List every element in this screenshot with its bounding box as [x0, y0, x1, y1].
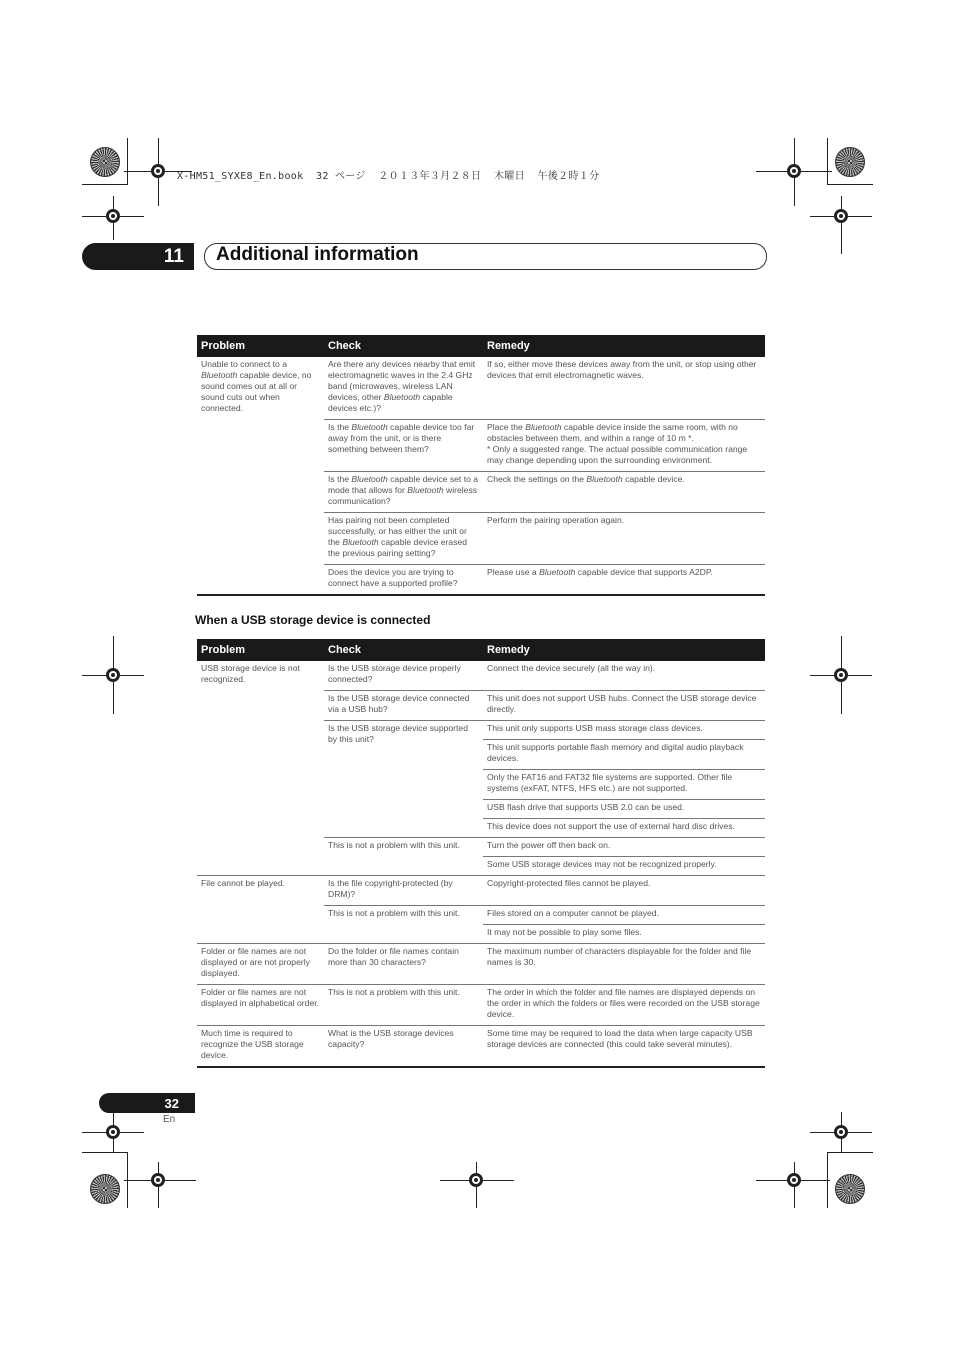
check-cell: Is the USB storage device properly connected?	[324, 661, 483, 691]
remedy-note: * Only a suggested range. The actual possible communication range may change depending upon the surrounding environment.	[487, 444, 748, 465]
chapter-number: 11	[82, 243, 194, 270]
chapter-title: Additional information	[216, 244, 419, 265]
remedy-cell: Some USB storage devices may not be recognized properly.	[483, 857, 765, 876]
page-language: En	[163, 1114, 176, 1125]
check-cell: Does the device you are trying to connect have a supported profile?	[324, 565, 483, 596]
registration-mark-icon	[787, 1173, 801, 1187]
problem-cell: USB storage device is not recognized.	[197, 661, 324, 876]
registration-mark-icon	[834, 209, 848, 223]
check-cell: Do the folder or file names contain more than 30 characters?	[324, 944, 483, 985]
problem-cell: Unable to connect to a Bluetooth capable device, no sound comes out at all or sound cuts out when connected.	[197, 357, 324, 595]
remedy-cell: Files stored on a computer cannot be played.	[483, 906, 765, 925]
remedy-cell: This unit only supports USB mass storage class devices.	[483, 721, 765, 740]
header-remedy: Remedy	[483, 335, 765, 357]
print-book-line: X-HM51_SYXE8_En.book 32 ページ ２０１３年３月２８日 木曜日 午後２時１分	[177, 171, 600, 182]
remedy-cell: The order in which the folder and file names are displayed depends on the order in which the folders or files were recorded on the USB storage device.	[483, 985, 765, 1026]
header-remedy: Remedy	[483, 639, 765, 661]
check-cell: This is not a problem with this unit.	[324, 906, 483, 944]
table-header-row	[197, 335, 765, 357]
remedy-cell: Turn the power off then back on.	[483, 838, 765, 857]
registration-mark-icon	[106, 1125, 120, 1139]
problem-cell: File cannot be played.	[197, 876, 324, 944]
remedy-cell: It may not be possible to play some files.	[483, 925, 765, 944]
registration-mark-icon	[834, 668, 848, 682]
check-cell: This is not a problem with this unit.	[324, 838, 483, 876]
color-target-icon	[90, 147, 120, 177]
registration-mark-icon	[106, 668, 120, 682]
check-cell: This is not a problem with this unit.	[324, 985, 483, 1026]
check-cell: Has pairing not been completed successfully, or has either the unit or the Bluetooth capable device erased the previous pairing setting?	[324, 513, 483, 565]
remedy-cell	[483, 420, 765, 472]
check-cell: Is the USB storage device connected via a USB hub?	[324, 691, 483, 721]
check-cell: Is the Bluetooth capable device set to a mode that allows for Bluetooth wireless communication?	[324, 472, 483, 513]
check-cell: Is the USB storage device supported by this unit?	[324, 721, 483, 838]
remedy-cell: Check the settings on the Bluetooth capable device.	[483, 472, 765, 513]
remedy-cell: USB flash drive that supports USB 2.0 can be used.	[483, 800, 765, 819]
color-target-icon	[835, 1174, 865, 1204]
header-check: Check	[324, 639, 483, 661]
problem-cell: Much time is required to recognize the USB storage device.	[197, 1026, 324, 1068]
registration-mark-icon	[151, 164, 165, 178]
table-row	[197, 944, 765, 985]
problem-cell: Folder or file names are not displayed or are not properly displayed.	[197, 944, 324, 985]
remedy-cell: This unit supports portable flash memory and digital audio playback devices.	[483, 740, 765, 770]
registration-mark-icon	[834, 1125, 848, 1139]
table-row	[197, 357, 765, 420]
remedy-cell: Connect the device securely (all the way in).	[483, 661, 765, 691]
color-target-icon	[90, 1174, 120, 1204]
remedy-cell: Please use a Bluetooth capable device that supports A2DP.	[483, 565, 765, 596]
check-cell: Are there any devices nearby that emit electromagnetic waves in the 2.4 GHz band (microwaves, wireless LAN devices, other Bluetooth capable devices etc.)?	[324, 357, 483, 420]
check-cell: Is the Bluetooth capable device too far away from the unit, or is there something between them?	[324, 420, 483, 472]
remedy-cell: This device does not support the use of external hard disc drives.	[483, 819, 765, 838]
remedy-cell: The maximum number of characters displayable for the folder and file names is 30.	[483, 944, 765, 985]
header-check: Check	[324, 335, 483, 357]
remedy-cell: If so, either move these devices away from the unit, or stop using other devices that emit electromagnetic waves.	[483, 357, 765, 420]
problem-cell: Folder or file names are not displayed in alphabetical order.	[197, 985, 324, 1026]
remedy-cell: Only the FAT16 and FAT32 file systems are supported. Other file systems (exFAT, NTFS, HFS etc.) are not supported.	[483, 770, 765, 800]
bluetooth-troubleshooting-table	[197, 335, 765, 596]
usb-section-heading: When a USB storage device is connected	[195, 613, 431, 627]
remedy-cell: Copyright-protected files cannot be played.	[483, 876, 765, 906]
color-target-icon	[835, 147, 865, 177]
remedy-cell: Perform the pairing operation again.	[483, 513, 765, 565]
table-row	[197, 985, 765, 1026]
registration-mark-icon	[469, 1173, 483, 1187]
table-row	[197, 876, 765, 906]
check-cell: What is the USB storage devices capacity?	[324, 1026, 483, 1068]
header-problem: Problem	[197, 639, 324, 661]
usb-troubleshooting-table	[197, 639, 765, 1068]
registration-mark-icon	[106, 209, 120, 223]
remedy-cell: Some time may be required to load the data when large capacity USB storage devices are connected (this could take several minutes).	[483, 1026, 765, 1068]
page-number: 32	[99, 1093, 195, 1113]
table-row	[197, 661, 765, 691]
registration-mark-icon	[787, 164, 801, 178]
remedy-cell: This unit does not support USB hubs. Connect the USB storage device directly.	[483, 691, 765, 721]
registration-mark-icon	[151, 1173, 165, 1187]
header-problem: Problem	[197, 335, 324, 357]
table-row	[197, 1026, 765, 1068]
table-header-row	[197, 639, 765, 661]
remedy-text: Place the Bluetooth capable device inside the same room, with no obstacles between them, and within a range of 10 m *.	[487, 422, 738, 443]
check-cell: Is the file copyright-protected (by DRM)?	[324, 876, 483, 906]
